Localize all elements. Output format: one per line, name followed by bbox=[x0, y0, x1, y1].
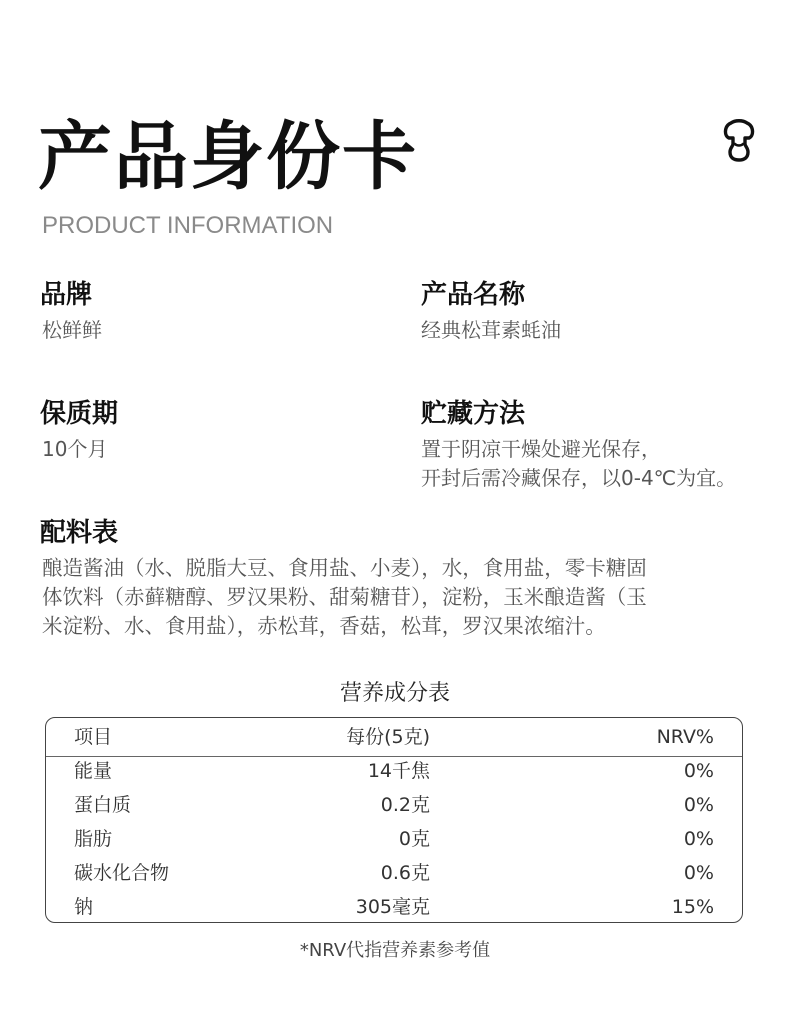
row-nrv: 15% bbox=[671, 896, 714, 918]
row-amount: 305毫克 bbox=[355, 896, 430, 918]
shelf-life-label: 保质期 bbox=[40, 399, 119, 429]
page-subtitle: PRODUCT INFORMATION bbox=[42, 212, 334, 239]
header-nrv: NRV% bbox=[656, 726, 714, 748]
storage-line-1: 置于阴凉干燥处避光保存， bbox=[421, 437, 661, 461]
ingredients-line: 酿造酱油（水、脱脂大豆、食用盐、小麦），水，食用盐，零卡糖固 bbox=[42, 556, 647, 580]
row-amount: 0.6克 bbox=[380, 862, 430, 884]
header-divider bbox=[46, 756, 742, 757]
shelf-life-value: 10个月 bbox=[42, 437, 108, 461]
nrv-footnote: *NRV代指营养素参考值 bbox=[299, 940, 491, 961]
row-amount: 0克 bbox=[398, 828, 430, 850]
brand-value: 松鲜鲜 bbox=[42, 318, 102, 342]
row-item: 钠 bbox=[74, 896, 94, 918]
header-per-serving: 每份(5克) bbox=[346, 726, 430, 748]
ingredients-line: 体饮料（赤藓糖醇、罗汉果粉、甜菊糖苷），淀粉，玉米酿造酱（玉 bbox=[42, 585, 647, 609]
ingredients-label: 配料表 bbox=[40, 518, 119, 548]
mushroom-icon bbox=[722, 118, 756, 162]
row-nrv: 0% bbox=[683, 760, 714, 782]
row-nrv: 0% bbox=[683, 794, 714, 816]
nutrition-table bbox=[45, 717, 743, 923]
row-nrv: 0% bbox=[683, 862, 714, 884]
product-name-value: 经典松茸素蚝油 bbox=[421, 318, 561, 342]
row-amount: 14千焦 bbox=[367, 760, 430, 782]
row-nrv: 0% bbox=[683, 828, 714, 850]
row-item: 能量 bbox=[74, 760, 113, 782]
page-title: 产品身份卡 bbox=[38, 114, 418, 200]
storage-label: 贮藏方法 bbox=[421, 399, 526, 429]
row-item: 碳水化合物 bbox=[74, 862, 170, 884]
ingredients-line: 米淀粉、水、食用盐），赤松茸，香菇，松茸，罗汉果浓缩汁。 bbox=[42, 614, 606, 638]
storage-line-2: 开封后需冷藏保存，以0-4℃为宜。 bbox=[421, 466, 737, 490]
nutrition-table-title: 营养成分表 bbox=[339, 681, 450, 706]
row-amount: 0.2克 bbox=[380, 794, 430, 816]
header-item: 项目 bbox=[74, 726, 113, 748]
row-item: 脂肪 bbox=[74, 828, 113, 850]
brand-label: 品牌 bbox=[40, 280, 93, 310]
ingredients-text bbox=[42, 554, 742, 641]
product-name-label: 产品名称 bbox=[421, 280, 526, 310]
row-item: 蛋白质 bbox=[74, 794, 132, 816]
